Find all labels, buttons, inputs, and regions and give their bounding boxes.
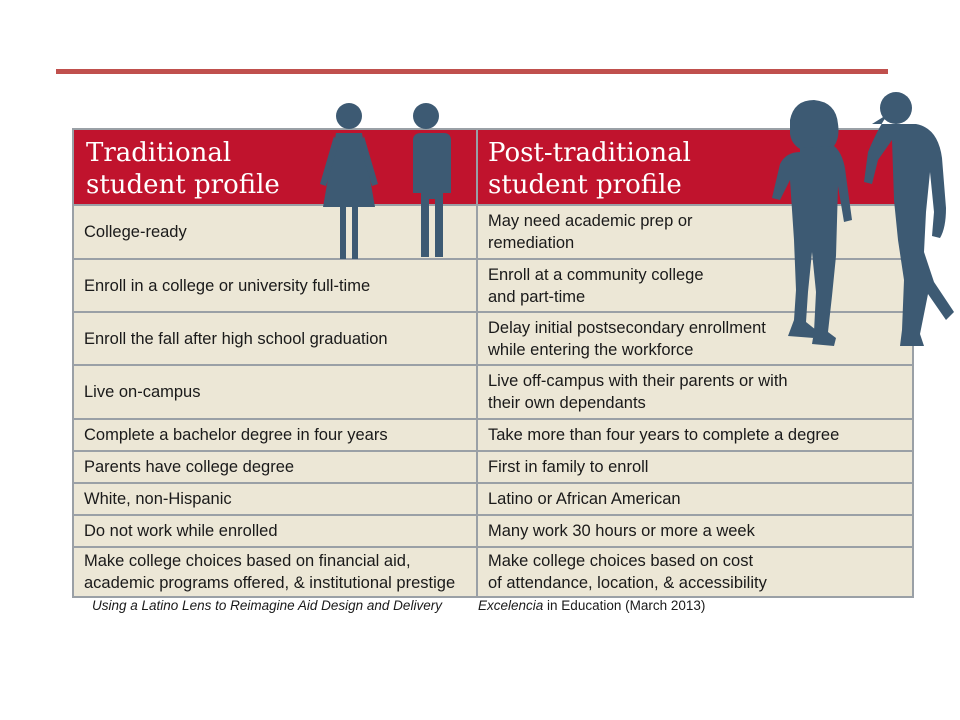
walking-woman-silhouette (772, 100, 852, 346)
cell-post-traditional: May need academic prep or remediation (488, 212, 693, 252)
cell-traditional: Parents have college degree (84, 458, 295, 476)
publisher-suffix: in Education (March 2013) (543, 598, 706, 613)
cell-post-traditional: First in family to enroll (488, 458, 649, 476)
cell-traditional: Do not work while enrolled (84, 522, 278, 540)
cell-post-traditional: Live off-campus with their parents or with their own dependants (488, 372, 788, 412)
cell-post-traditional: Take more than four years to complete a degree (488, 426, 840, 444)
cell-traditional: Complete a bachelor degree in four years (84, 426, 388, 444)
cell-traditional: Live on-campus (84, 383, 201, 401)
woman-icon (320, 103, 378, 259)
cell-post-traditional: Many work 30 hours or more a week (488, 522, 755, 540)
walking-man-silhouette (864, 92, 954, 346)
cell-traditional: College-ready (84, 223, 187, 241)
cell-post-traditional: Enroll at a community college and part-time (488, 265, 704, 306)
cell-post-traditional: Latino or African American (488, 490, 681, 508)
source-publisher (478, 598, 705, 613)
source-title: Using a Latino Lens to Reimagine Aid Design and Delivery (92, 598, 442, 613)
cell-traditional: Enroll in a college or university full-time (84, 276, 371, 295)
cell-traditional: Enroll the fall after high school graduation (84, 329, 388, 348)
cell-traditional: Make college choices based on financial aid, academic programs offered, & institutional prestige (84, 552, 456, 592)
publisher-name: Excelencia (478, 598, 544, 613)
header-traditional: Traditional student profile (86, 138, 280, 200)
cell-traditional: White, non-Hispanic (84, 490, 232, 508)
cell-post-traditional: Delay initial postsecondary enrollment while entering the workforce (488, 318, 766, 359)
cell-post-traditional: Make college choices based on cost of attendance, location, & accessibility (488, 552, 767, 592)
man-icon (408, 103, 451, 257)
header-post-traditional: Post-traditional student profile (488, 138, 691, 200)
